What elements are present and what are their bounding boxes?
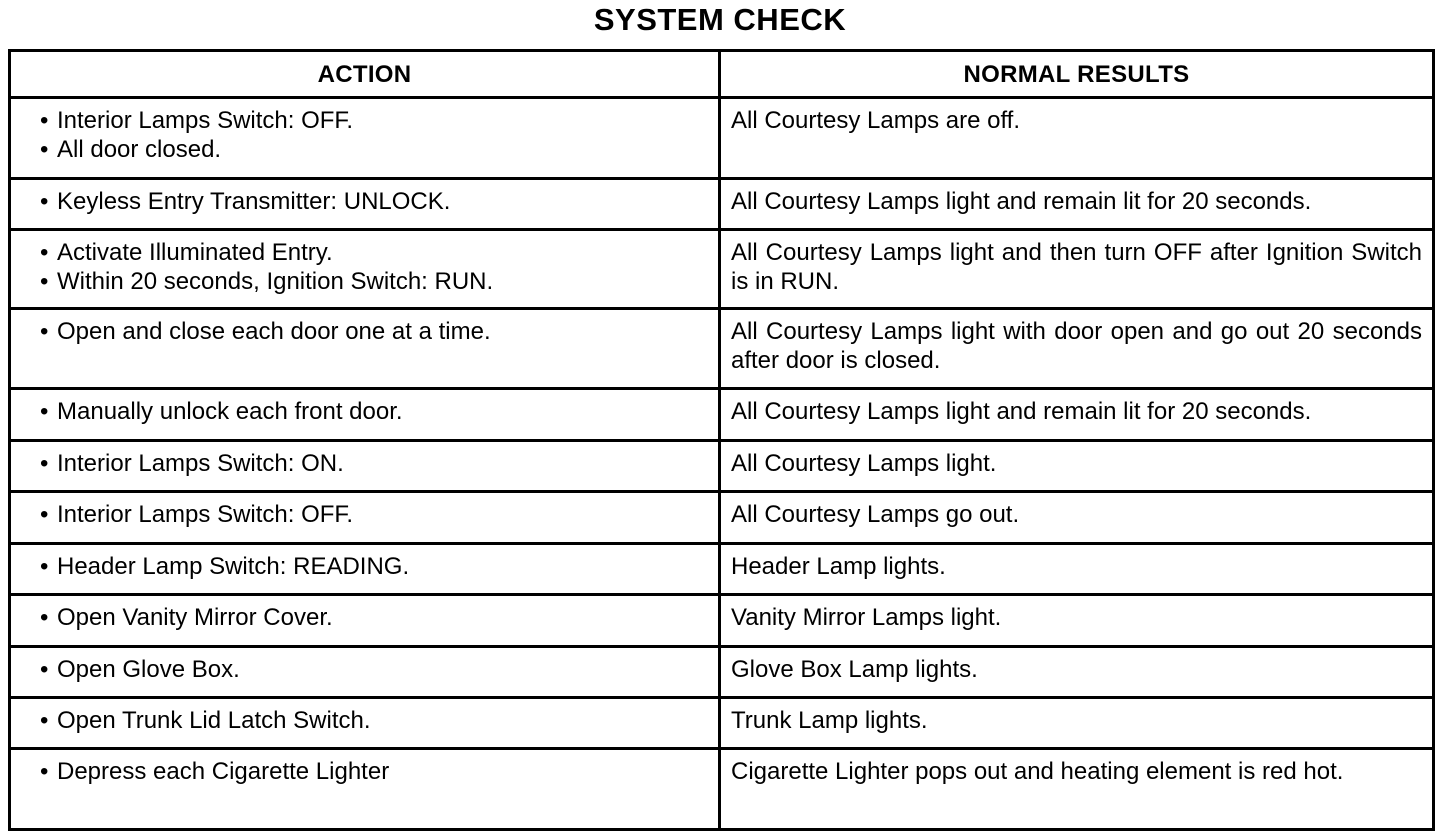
result-cell: All Courtesy Lamps light.	[720, 441, 1434, 492]
action-list	[21, 706, 708, 735]
action-list	[21, 655, 708, 684]
result-cell: Header Lamp lights.	[720, 544, 1434, 595]
action-cell	[10, 698, 720, 749]
result-cell: All Courtesy Lamps are off.	[720, 98, 1434, 179]
system-check-table	[8, 49, 1435, 831]
action-list	[21, 187, 708, 216]
table-row	[10, 647, 1434, 698]
result-cell: Cigarette Lighter pops out and heating element is red hot.	[720, 749, 1434, 830]
result-cell: Glove Box Lamp lights.	[720, 647, 1434, 698]
action-item: • All door closed.	[57, 135, 708, 164]
action-item: • Open Glove Box.	[57, 655, 708, 684]
action-cell	[10, 98, 720, 179]
table-row	[10, 309, 1434, 389]
table-row	[10, 179, 1434, 230]
action-item: • Interior Lamps Switch: ON.	[57, 449, 708, 478]
table-row	[10, 441, 1434, 492]
action-cell	[10, 230, 720, 309]
action-item: • Open Vanity Mirror Cover.	[57, 603, 708, 632]
action-item: • Interior Lamps Switch: OFF.	[57, 500, 708, 529]
action-cell	[10, 441, 720, 492]
table-row	[10, 595, 1434, 647]
table-row	[10, 98, 1434, 179]
table-row	[10, 544, 1434, 595]
action-list	[21, 603, 708, 632]
action-list	[21, 552, 708, 581]
result-cell: All Courtesy Lamps light and then turn OFF after Ignition Switch is in RUN.	[720, 230, 1434, 309]
table-row	[10, 492, 1434, 544]
result-cell: Vanity Mirror Lamps light.	[720, 595, 1434, 647]
table-row	[10, 230, 1434, 309]
action-list	[21, 449, 708, 478]
result-cell: Trunk Lamp lights.	[720, 698, 1434, 749]
action-list	[21, 397, 708, 426]
table-header	[10, 51, 1434, 98]
page-title: SYSTEM CHECK	[593, 2, 847, 37]
action-cell	[10, 595, 720, 647]
table-row	[10, 698, 1434, 749]
normal-results-column-header: NORMAL RESULTS	[720, 51, 1434, 98]
action-cell	[10, 492, 720, 544]
action-cell	[10, 544, 720, 595]
action-column-header: ACTION	[10, 51, 720, 98]
action-item: • Header Lamp Switch: READING.	[57, 552, 708, 581]
action-list	[21, 238, 708, 296]
header-row	[10, 51, 1434, 98]
action-item: • Manually unlock each front door.	[57, 397, 708, 426]
action-cell	[10, 309, 720, 389]
action-cell	[10, 179, 720, 230]
action-item: • Keyless Entry Transmitter: UNLOCK.	[57, 187, 708, 216]
result-cell: All Courtesy Lamps go out.	[720, 492, 1434, 544]
action-cell	[10, 389, 720, 441]
table-row	[10, 749, 1434, 830]
result-cell: All Courtesy Lamps light with door open and go out 20 seconds after door is closed.	[720, 309, 1434, 389]
action-cell	[10, 647, 720, 698]
result-cell: All Courtesy Lamps light and remain lit for 20 seconds.	[720, 389, 1434, 441]
action-list	[21, 500, 708, 529]
result-cell: All Courtesy Lamps light and remain lit for 20 seconds.	[720, 179, 1434, 230]
action-item: • Open and close each door one at a time.	[57, 317, 708, 346]
action-item: • Open Trunk Lid Latch Switch.	[57, 706, 708, 735]
action-item: • Interior Lamps Switch: OFF.	[57, 106, 708, 135]
table-body	[10, 98, 1434, 830]
action-item: • Within 20 seconds, Ignition Switch: RUN.	[57, 267, 708, 296]
action-item: • Depress each Cigarette Lighter	[57, 757, 708, 786]
action-item: • Activate Illuminated Entry.	[57, 238, 708, 267]
action-cell	[10, 749, 720, 830]
table-row	[10, 389, 1434, 441]
action-list	[21, 757, 708, 786]
action-list	[21, 317, 708, 346]
action-list	[21, 106, 708, 164]
